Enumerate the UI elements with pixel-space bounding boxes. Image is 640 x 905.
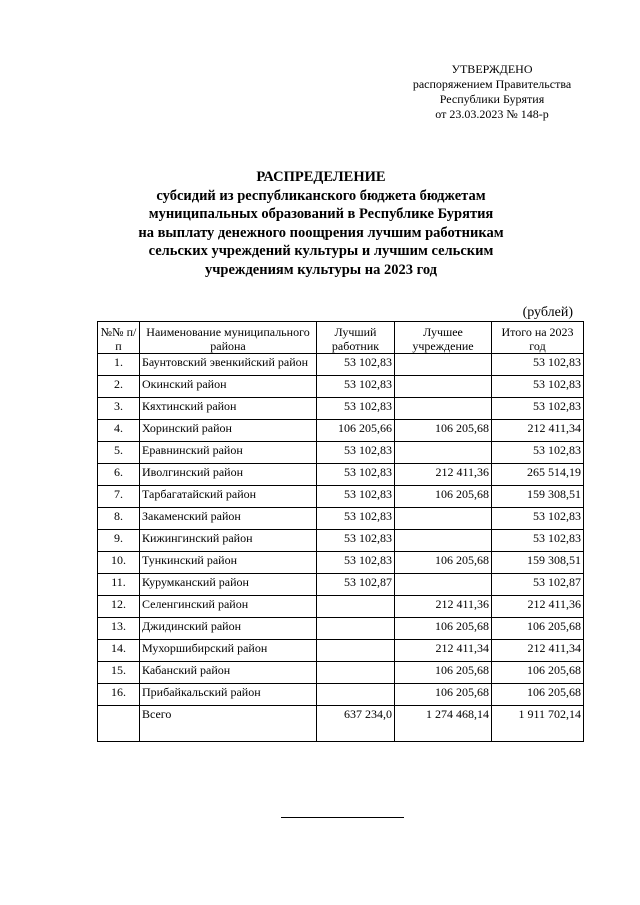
table-row <box>98 464 584 486</box>
best-worker-amount <box>317 596 395 618</box>
best-institution-amount: 106 205,68 <box>395 662 492 684</box>
row-number: 13. <box>98 618 140 640</box>
total-amount: 53 102,83 <box>492 508 584 530</box>
best-institution-amount: 212 411,34 <box>395 640 492 662</box>
row-number: 9. <box>98 530 140 552</box>
row-number: 6. <box>98 464 140 486</box>
best-worker-amount <box>317 684 395 706</box>
best-worker-amount: 637 234,0 <box>317 706 395 742</box>
total-amount: 212 411,34 <box>492 420 584 442</box>
total-amount: 53 102,83 <box>492 376 584 398</box>
currency-unit: (рублей) <box>522 305 573 320</box>
table-body <box>98 354 584 742</box>
row-number <box>98 706 140 742</box>
best-worker-amount <box>317 618 395 640</box>
table-total-row <box>98 706 584 742</box>
total-amount: 159 308,51 <box>492 552 584 574</box>
table-row <box>98 640 584 662</box>
best-institution-amount <box>395 574 492 596</box>
best-worker-amount: 53 102,83 <box>317 552 395 574</box>
total-amount: 212 411,36 <box>492 596 584 618</box>
best-worker-amount: 53 102,83 <box>317 530 395 552</box>
district-name: Мухоршибирский район <box>140 640 317 662</box>
header-total: Итого на 2023 год <box>492 322 584 354</box>
header-best-worker: Лучший работник <box>317 322 395 354</box>
table-header-row <box>98 322 584 354</box>
district-name: Баунтовский эвенкийский район <box>140 354 317 376</box>
table-row <box>98 552 584 574</box>
district-name: Окинский район <box>140 376 317 398</box>
row-number: 10. <box>98 552 140 574</box>
best-institution-amount <box>395 508 492 530</box>
district-name: Кяхтинский район <box>140 398 317 420</box>
row-number: 16. <box>98 684 140 706</box>
total-amount: 53 102,87 <box>492 574 584 596</box>
title-line-4: на выплату денежного поощрения лучшим работникам <box>138 224 504 241</box>
row-number: 1. <box>98 354 140 376</box>
header-num: №№ п/п <box>98 322 140 354</box>
table-row <box>98 354 584 376</box>
table-row <box>98 662 584 684</box>
table-row <box>98 398 584 420</box>
best-institution-amount <box>395 530 492 552</box>
total-amount: 53 102,83 <box>492 530 584 552</box>
best-worker-amount: 53 102,83 <box>317 486 395 508</box>
district-name: Хоринский район <box>140 420 317 442</box>
district-name: Селенгинский район <box>140 596 317 618</box>
approval-region: Республики Бурятия <box>439 92 545 106</box>
table-row <box>98 486 584 508</box>
best-institution-amount <box>395 354 492 376</box>
row-number: 8. <box>98 508 140 530</box>
district-name: Кабанский район <box>140 662 317 684</box>
best-worker-amount: 53 102,83 <box>317 442 395 464</box>
table-row <box>98 596 584 618</box>
header-district: Наименование муниципального района <box>140 322 317 354</box>
total-amount: 106 205,68 <box>492 684 584 706</box>
approval-authority: распоряжением Правительства <box>412 77 572 91</box>
table-row <box>98 684 584 706</box>
total-amount: 53 102,83 <box>492 442 584 464</box>
title-line-5: сельских учреждений культуры и лучшим сельским <box>148 243 494 259</box>
total-amount: 159 308,51 <box>492 486 584 508</box>
district-name: Тарбагатайский район <box>140 486 317 508</box>
total-amount: 106 205,68 <box>492 662 584 684</box>
district-name: Курумканский район <box>140 574 317 596</box>
table-row <box>98 508 584 530</box>
approval-date: от 23.03.2023 № 148-р <box>435 107 549 121</box>
title-line-6: учреждениям культуры на 2023 год <box>205 261 437 278</box>
title-line-3: муниципальных образований в Республике Бурятия <box>148 206 494 222</box>
row-number: 7. <box>98 486 140 508</box>
table-row <box>98 574 584 596</box>
best-worker-amount: 53 102,83 <box>317 398 395 420</box>
title-line-1: РАСПРЕДЕЛЕНИЕ <box>256 169 386 185</box>
best-worker-amount <box>317 640 395 662</box>
best-institution-amount: 106 205,68 <box>395 420 492 442</box>
table-row <box>98 530 584 552</box>
best-worker-amount: 53 102,83 <box>317 464 395 486</box>
best-institution-amount <box>395 442 492 464</box>
row-number: 12. <box>98 596 140 618</box>
total-amount: 265 514,19 <box>492 464 584 486</box>
best-worker-amount: 53 102,83 <box>317 376 395 398</box>
best-worker-amount: 53 102,87 <box>317 574 395 596</box>
row-number: 2. <box>98 376 140 398</box>
row-number: 15. <box>98 662 140 684</box>
approval-block <box>372 62 612 122</box>
best-institution-amount: 106 205,68 <box>395 552 492 574</box>
row-number: 11. <box>98 574 140 596</box>
signature-line <box>281 817 404 818</box>
district-name: Прибайкальский район <box>140 684 317 706</box>
document-title <box>96 168 546 279</box>
district-name: Тункинский район <box>140 552 317 574</box>
best-institution-amount: 106 205,68 <box>395 486 492 508</box>
total-amount: 1 911 702,14 <box>492 706 584 742</box>
best-institution-amount: 1 274 468,14 <box>395 706 492 742</box>
total-amount: 53 102,83 <box>492 354 584 376</box>
best-institution-amount <box>395 398 492 420</box>
best-institution-amount: 106 205,68 <box>395 684 492 706</box>
best-worker-amount: 53 102,83 <box>317 354 395 376</box>
table-row <box>98 618 584 640</box>
best-institution-amount: 106 205,68 <box>395 618 492 640</box>
total-amount: 106 205,68 <box>492 618 584 640</box>
row-number: 3. <box>98 398 140 420</box>
row-number: 14. <box>98 640 140 662</box>
best-worker-amount: 53 102,83 <box>317 508 395 530</box>
district-name: Джидинский район <box>140 618 317 640</box>
district-name: Закаменский район <box>140 508 317 530</box>
row-number: 4. <box>98 420 140 442</box>
table-row <box>98 420 584 442</box>
district-name: Всего <box>140 706 317 742</box>
table-row <box>98 442 584 464</box>
approval-label: УТВЕРЖДЕНО <box>451 62 533 76</box>
best-institution-amount <box>395 376 492 398</box>
district-name: Еравнинский район <box>140 442 317 464</box>
table-row <box>98 376 584 398</box>
total-amount: 212 411,34 <box>492 640 584 662</box>
distribution-table <box>97 321 584 742</box>
district-name: Кижингинский район <box>140 530 317 552</box>
total-amount: 53 102,83 <box>492 398 584 420</box>
header-best-institution: Лучшее учреждение <box>395 322 492 354</box>
title-line-2: субсидий из республиканского бюджета бюджетам <box>156 187 486 204</box>
best-institution-amount: 212 411,36 <box>395 596 492 618</box>
best-institution-amount: 212 411,36 <box>395 464 492 486</box>
row-number: 5. <box>98 442 140 464</box>
district-name: Иволгинский район <box>140 464 317 486</box>
best-worker-amount <box>317 662 395 684</box>
best-worker-amount: 106 205,66 <box>317 420 395 442</box>
